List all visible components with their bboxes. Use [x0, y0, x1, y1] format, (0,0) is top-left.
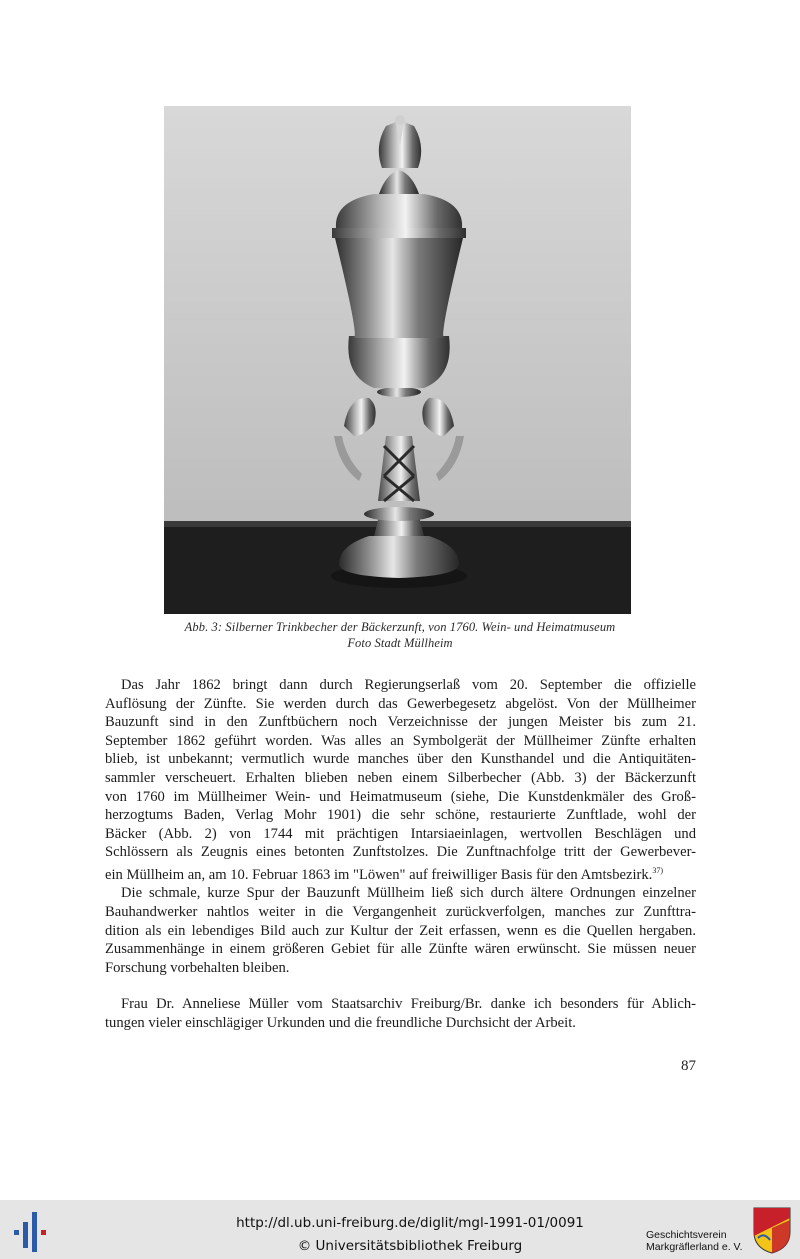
text-line: Das Jahr 1862 bringt dann durch Regierungserlaß vom 20. September die offizielle [121, 677, 696, 693]
library-logo-icon [14, 1212, 50, 1252]
text-line: Auflösung der Zünfte. Sie werden durch das Gewerbegesetz abgelöst. Von der Müllheimer [105, 695, 696, 712]
society-line: Markgräflerland e. V. [646, 1241, 743, 1253]
goblet-photograph [164, 106, 631, 614]
text-line: Bauhandwerker nahtlos weiter in die Vergangenheit zurückverfolgen, manches zur Zunfttra- [105, 903, 696, 920]
paragraph [105, 884, 696, 977]
text-line: Bauzunft sind in den Zunftbüchern noch Verzeichnisse der jungen Meister bis zum 21. [105, 714, 696, 731]
text-line: Die schmale, kurze Spur der Bauzunft Müllheim ließ sich durch ältere Ordnungen einzelner [121, 885, 696, 902]
text-line: September 1862 geführt worden. Was alles an Symbolgerät der Müllheimer Zünfte erhalten [105, 732, 696, 749]
text-line: Schlössern als Zeugnis eines betonten Zunftstolzes. Die Zunftnachfolge tritt der Gewerbever- [105, 844, 696, 861]
paragraph [105, 995, 696, 1032]
text-line: tungen vieler einschlägiger Urkunden und die freundliche Durchsicht der Arbeit. [105, 1014, 576, 1031]
text-line: sammler verscheuert. Erhalten blieben neben einem Silberbecher (Abb. 3) der Bäckerzunft [105, 769, 696, 786]
society-name [646, 1229, 743, 1253]
body-text [105, 676, 696, 1033]
copyright-text: © Universitätsbibliothek Freiburg [297, 1238, 523, 1254]
society-line: Geschichtsverein [646, 1229, 727, 1241]
page-number: 87 [681, 1058, 696, 1074]
photo-credit: Foto Stadt Müllheim [347, 636, 453, 650]
footnote-ref: 37) [652, 865, 663, 875]
text-line [105, 862, 696, 884]
text-line: Frau Dr. Anneliese Müller vom Staatsarchiv Freiburg/Br. danke ich besonders für Ablich- [121, 996, 696, 1013]
text-line: herzogtums Baden, Verlag Mohr 1901) die sehr schöne, restaurierte Zunftlade, wohl der [105, 807, 696, 824]
paragraph [105, 676, 696, 884]
text-line: blieb, ist unbekannt; vermutlich wurde manches über den Kunsthandel und die Antiquitäten- [105, 751, 696, 768]
line-text: ein Müllheim an, am 10. Februar 1863 im "Löwen" auf freiwilliger Basis für den Amtsbezirk. [105, 866, 653, 883]
source-url-link[interactable]: http://dl.ub.uni-freiburg.de/diglit/mgl-1991-01/0091 [236, 1215, 584, 1231]
text-line: Forschung vorbehalten bleiben. [105, 959, 290, 976]
coat-of-arms-icon [752, 1206, 792, 1254]
text-line: Zusammenhänge in einem größeren Gebiet für alle Zünfte wären erwünscht. Sie müssen neuer [105, 941, 696, 958]
text-line: Bäcker (Abb. 2) von 1744 mit prächtigen Intarsiaeinlagen, wertvollen Beschlägen und [105, 825, 696, 842]
text-line: dition als ein lebendiges Bild auch zur Kultur der Zeit erfassen, wenn es die Quellen hergaben. [105, 922, 696, 939]
figure-caption: Abb. 3: Silberner Trinkbecher der Bäckerzunft, von 1760. Wein- und Heimatmuseum [184, 620, 616, 634]
text-line: von 1760 im Müllheimer Wein- und Heimatmuseum (siehe, Die Kunstdenkmäler des Groß- [105, 788, 696, 805]
